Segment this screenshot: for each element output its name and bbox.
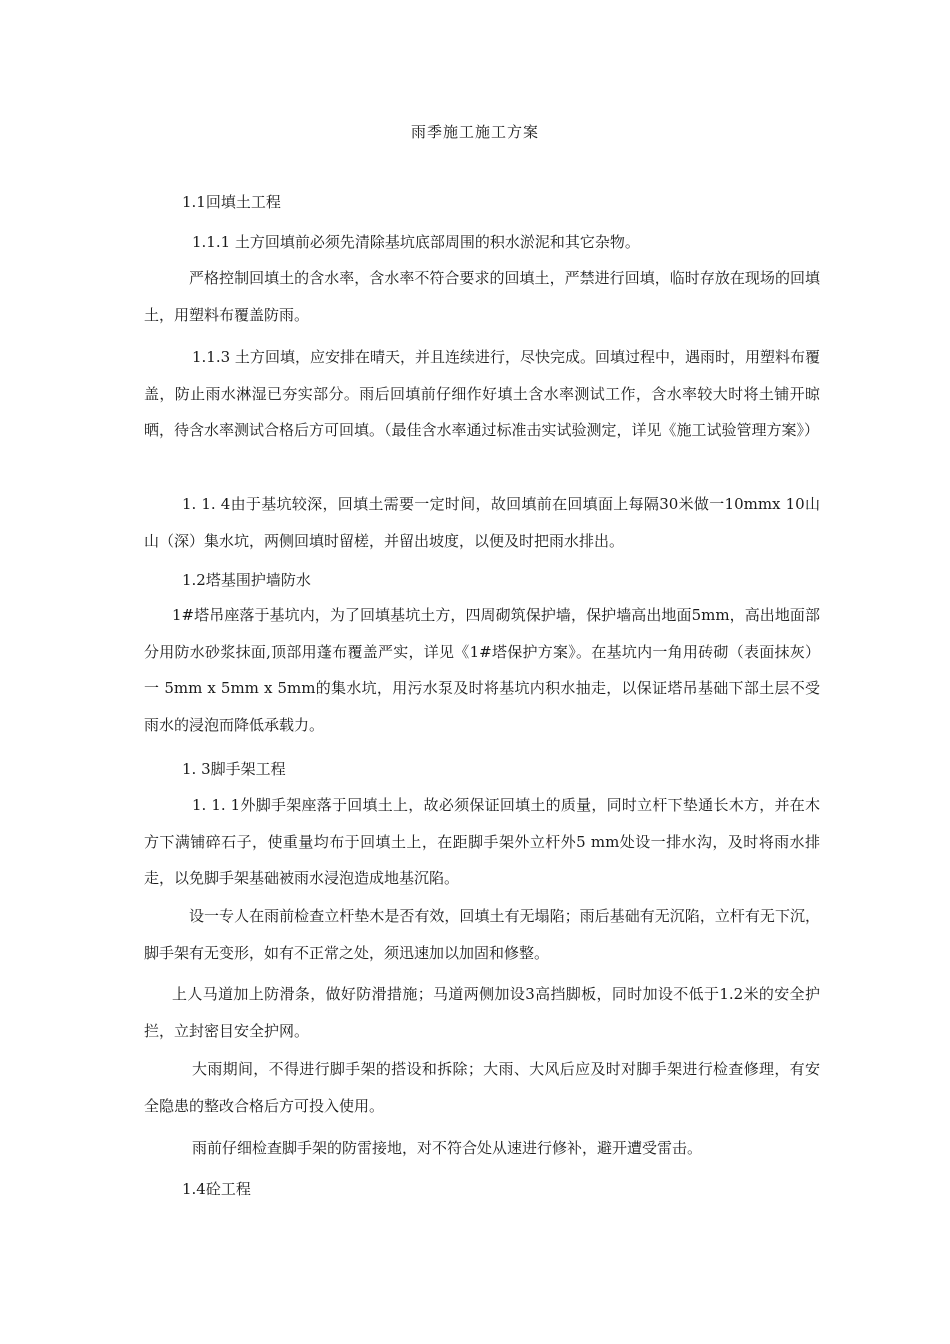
paragraph-1-1-3: 1.1.3 土方回填，应安排在晴天，并且连续进行，尽快完成。回填过程中，遇雨时，用塑料布覆盖，防止雨水淋湿已夯实部分。雨后回填前仔细作好填土含水率测试工作，含水率较大时将土铺开晾晒，待含水率测试合格后方可回填。（最佳含水率通过标准击实试验测定，详见《施工试验管理方案》） <box>144 348 820 439</box>
section-heading-1-4: 1.4砼工程 <box>182 1180 251 1198</box>
paragraph-1-3-3: 上人马道加上防滑条，做好防滑措施；马道两侧加设3高挡脚板，同时加设不低于1.2米的安全护拦，立封密目安全护网。 <box>144 985 820 1040</box>
paragraph-1-3-5: 雨前仔细检查脚手架的防雷接地，对不符合处从速进行修补，避开遭受雷击。 <box>192 1139 703 1157</box>
paragraph-1-1-1: 1.1.1 土方回填前必须先清除基坑底部周围的积水淤泥和其它杂物。 <box>192 233 640 251</box>
section-heading-1-3: 1. 3脚手架工程 <box>182 760 286 778</box>
paragraph-1-3-2: 设一专人在雨前检查立杆垫木是否有效，回填土有无塌陷；雨后基础有无沉陷，立杆有无下沉，脚手架有无变形，如有不正常之处，须迅速加以加固和修整。 <box>144 907 820 962</box>
document-title: 雨季施工施工方案 <box>410 123 539 141</box>
paragraph-1-1-4: 1. 1. 4由于基坑较深，回填土需要一定时间，故回填前在回填面上每隔30米做一10mmx 10山山（深）集水坑，两侧回填时留槎，并留出坡度，以便及时把雨水排出。 <box>144 495 820 550</box>
section-heading-1-1: 1.1回填土工程 <box>182 193 281 211</box>
paragraph-1-3-1: 1. 1. 1外脚手架座落于回填土上，故必须保证回填土的质量，同时立杆下垫通长木方，并在木方下满铺碎石子，使重量均布于回填土上，在距脚手架外立杆外5 mm处设一排水沟，及时将雨水排走，以免脚手架基础被雨水浸泡造成地基沉陷。 <box>144 796 820 887</box>
paragraph-1-2-1: 1#塔吊座落于基坑内，为了回填基坑土方，四周砌筑保护墙，保护墙高出地面5mm，高出地面部分用防水砂浆抹面,顶部用蓬布覆盖严实，详见《1#塔保护方案》。在基坑内一角用砖砌（表面抹灰）一 5mm x 5mm x 5mm的集水坑，用污水泵及时将基坑内积水抽走，以保证塔吊基础下部土层不受雨水的浸泡而降低承载力。 <box>144 606 820 734</box>
section-heading-1-2: 1.2塔基围护墙防水 <box>182 571 311 589</box>
paragraph-1-3-4: 大雨期间，不得进行脚手架的搭设和拆除；大雨、大风后应及时对脚手架进行检查修理，有安全隐患的整改合格后方可投入使用。 <box>144 1060 820 1115</box>
paragraph-1-1-2: 严格控制回填土的含水率，含水率不符合要求的回填土，严禁进行回填，临时存放在现场的回填土，用塑料布覆盖防雨。 <box>144 269 820 324</box>
